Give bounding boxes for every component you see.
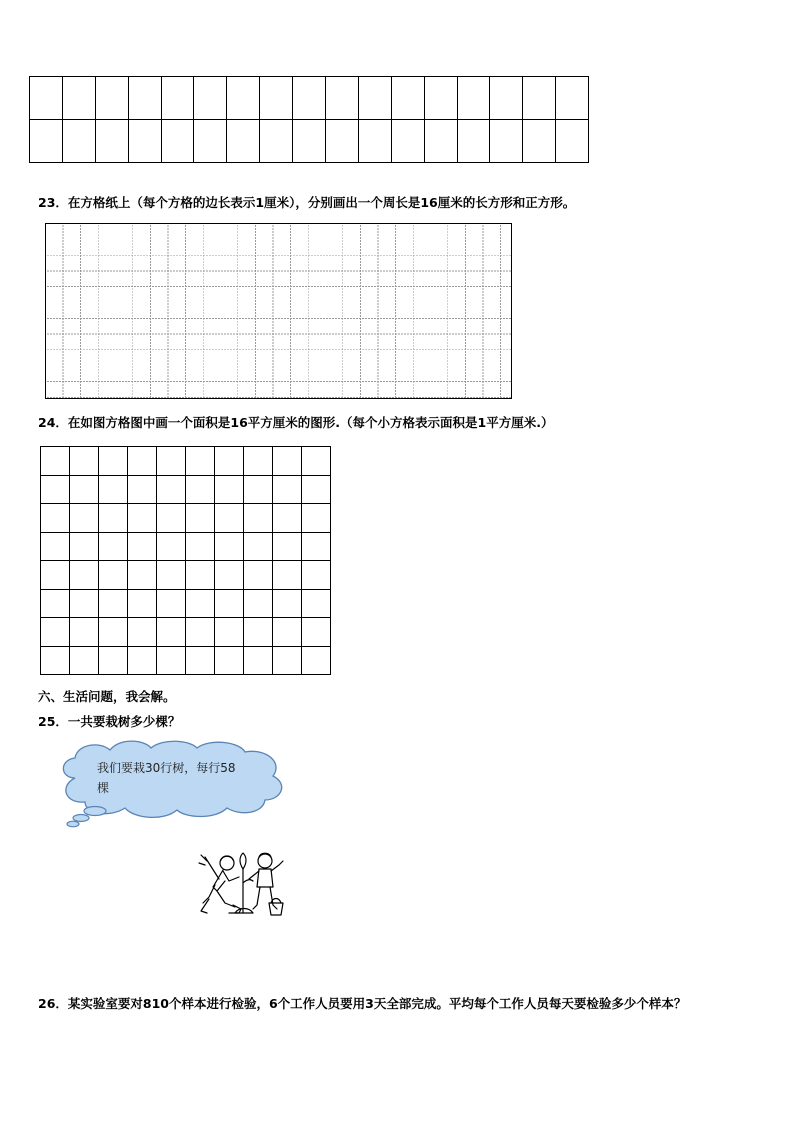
writing-grid-cell xyxy=(128,120,161,163)
square-grid-cell xyxy=(99,561,128,590)
answer-writing-grid xyxy=(29,76,589,163)
square-grid-cell xyxy=(128,504,157,533)
writing-grid-cell xyxy=(161,77,194,120)
square-grid-cell xyxy=(215,618,244,647)
square-grid-cell xyxy=(157,561,186,590)
writing-grid-cell xyxy=(556,77,589,120)
writing-grid-cell xyxy=(293,120,326,163)
square-grid-cell xyxy=(273,646,302,675)
writing-grid-cell xyxy=(227,77,260,120)
square-grid-cell xyxy=(99,589,128,618)
square-grid-cell xyxy=(215,504,244,533)
square-grid-cell xyxy=(70,618,99,647)
square-grid-cell xyxy=(215,589,244,618)
square-grid-row xyxy=(41,618,331,647)
writing-grid-cell xyxy=(62,120,95,163)
square-grid-cell xyxy=(302,561,331,590)
writing-grid-cell xyxy=(556,120,589,163)
question-25-text: 25．一共要栽树多少棵？ xyxy=(38,714,181,729)
square-grid-cell xyxy=(215,561,244,590)
square-grid-cell xyxy=(273,447,302,476)
square-grid-cell xyxy=(186,589,215,618)
writing-grid-cell xyxy=(194,77,227,120)
square-grid-cell xyxy=(186,504,215,533)
square-grid-cell xyxy=(70,589,99,618)
square-grid-cell xyxy=(273,504,302,533)
writing-grid-row xyxy=(30,77,589,120)
speech-cloud-text: 我们要栽30行树，每行58棵 xyxy=(97,761,236,795)
square-grid-cell xyxy=(41,475,70,504)
square-grid-cell xyxy=(215,646,244,675)
square-grid-cell xyxy=(186,447,215,476)
writing-grid-cell xyxy=(391,77,424,120)
writing-grid-cell xyxy=(62,77,95,120)
writing-grid-cell xyxy=(30,77,63,120)
square-grid-cell xyxy=(244,618,273,647)
square-grid-cell xyxy=(70,561,99,590)
square-grid-cell xyxy=(157,447,186,476)
writing-grid-cell xyxy=(227,120,260,163)
writing-grid-cell xyxy=(260,120,293,163)
square-grid-cell xyxy=(157,504,186,533)
square-grid xyxy=(40,446,331,675)
square-grid-cell xyxy=(244,447,273,476)
square-grid-cell xyxy=(99,532,128,561)
square-grid-row xyxy=(41,589,331,618)
writing-grid-cell xyxy=(128,77,161,120)
question-26-text: 26．某实验室要对810个样本进行检验，6个工作人员要用3天全部完成。平均每个工作人员每天要检验多少个样本？ xyxy=(38,996,687,1011)
square-grid-cell xyxy=(70,475,99,504)
square-grid-cell xyxy=(128,475,157,504)
writing-grid-cell xyxy=(194,120,227,163)
square-grid-cell xyxy=(186,532,215,561)
writing-grid-cell xyxy=(293,77,326,120)
square-grid-cell xyxy=(41,532,70,561)
square-grid-cell xyxy=(70,532,99,561)
writing-grid-cell xyxy=(95,77,128,120)
square-grid-cell xyxy=(128,646,157,675)
square-grid-cell xyxy=(302,589,331,618)
children-planting-tree-illustration xyxy=(195,847,287,919)
square-grid-cell xyxy=(302,504,331,533)
square-grid-row xyxy=(41,532,331,561)
square-grid-cell xyxy=(302,646,331,675)
writing-grid-cell xyxy=(490,120,523,163)
square-grid-cell xyxy=(41,589,70,618)
square-grid-cell xyxy=(41,561,70,590)
square-grid-cell xyxy=(244,504,273,533)
square-grid-cell xyxy=(244,589,273,618)
square-grid-cell xyxy=(99,447,128,476)
writing-grid-cell xyxy=(260,77,293,120)
square-grid-cell xyxy=(128,589,157,618)
square-grid-cell xyxy=(215,532,244,561)
square-grid-cell xyxy=(70,646,99,675)
square-grid-cell xyxy=(70,447,99,476)
square-grid-cell xyxy=(128,561,157,590)
dotted-grid-paper xyxy=(45,223,512,399)
writing-grid-cell xyxy=(490,77,523,120)
square-grid-cell xyxy=(41,646,70,675)
square-grid-row xyxy=(41,447,331,476)
square-grid-cell xyxy=(157,589,186,618)
writing-grid-row xyxy=(30,120,589,163)
writing-grid-cell xyxy=(326,77,359,120)
square-grid-cell xyxy=(244,532,273,561)
square-grid-cell xyxy=(99,646,128,675)
square-grid-cell xyxy=(186,475,215,504)
square-grid-cell xyxy=(215,475,244,504)
square-grid-cell xyxy=(157,475,186,504)
square-grid-cell xyxy=(99,618,128,647)
square-grid-cell xyxy=(186,618,215,647)
square-grid-cell xyxy=(41,618,70,647)
square-grid-cell xyxy=(273,589,302,618)
writing-grid-cell xyxy=(523,120,556,163)
square-grid-cell xyxy=(128,532,157,561)
square-grid-cell xyxy=(215,447,244,476)
square-grid-cell xyxy=(128,618,157,647)
writing-grid-cell xyxy=(523,77,556,120)
square-grid-cell xyxy=(302,532,331,561)
square-grid-row xyxy=(41,646,331,675)
square-grid-cell xyxy=(273,532,302,561)
square-grid-cell xyxy=(244,561,273,590)
square-grid-cell xyxy=(157,646,186,675)
writing-grid-cell xyxy=(391,120,424,163)
dotted-grid-mask xyxy=(46,224,511,398)
square-grid-cell xyxy=(244,646,273,675)
square-grid-cell xyxy=(273,561,302,590)
square-grid-cell xyxy=(273,618,302,647)
square-grid-cell xyxy=(41,447,70,476)
square-grid-cell xyxy=(157,532,186,561)
writing-grid-cell xyxy=(457,77,490,120)
writing-grid-cell xyxy=(424,120,457,163)
square-grid-cell xyxy=(302,475,331,504)
writing-grid-cell xyxy=(358,120,391,163)
square-grid-cell xyxy=(186,646,215,675)
square-grid-cell xyxy=(70,504,99,533)
square-grid-row xyxy=(41,561,331,590)
square-grid-cell xyxy=(302,618,331,647)
square-grid-cell xyxy=(302,447,331,476)
writing-grid-cell xyxy=(95,120,128,163)
writing-grid-cell xyxy=(326,120,359,163)
square-grid-cell xyxy=(99,504,128,533)
writing-grid-cell xyxy=(161,120,194,163)
square-grid-cell xyxy=(186,561,215,590)
square-grid-row xyxy=(41,475,331,504)
section-6-heading: 六、生活问题，我会解。 xyxy=(38,689,176,704)
writing-grid-cell xyxy=(457,120,490,163)
square-grid-cell xyxy=(41,504,70,533)
square-grid-cell xyxy=(128,447,157,476)
square-grid-cell xyxy=(157,618,186,647)
square-grid-cell xyxy=(244,475,273,504)
question-23-text: 23．在方格纸上（每个方格的边长表示1厘米），分别画出一个周长是16厘米的长方形和正方形。 xyxy=(38,195,576,210)
question-24-text: 24．在如图方格图中画一个面积是16平方厘米的图形.（每个小方格表示面积是1平方厘米.） xyxy=(38,415,554,430)
writing-grid-cell xyxy=(30,120,63,163)
writing-grid-cell xyxy=(358,77,391,120)
writing-grid-cell xyxy=(424,77,457,120)
square-grid-cell xyxy=(273,475,302,504)
square-grid-cell xyxy=(99,475,128,504)
square-grid-row xyxy=(41,504,331,533)
